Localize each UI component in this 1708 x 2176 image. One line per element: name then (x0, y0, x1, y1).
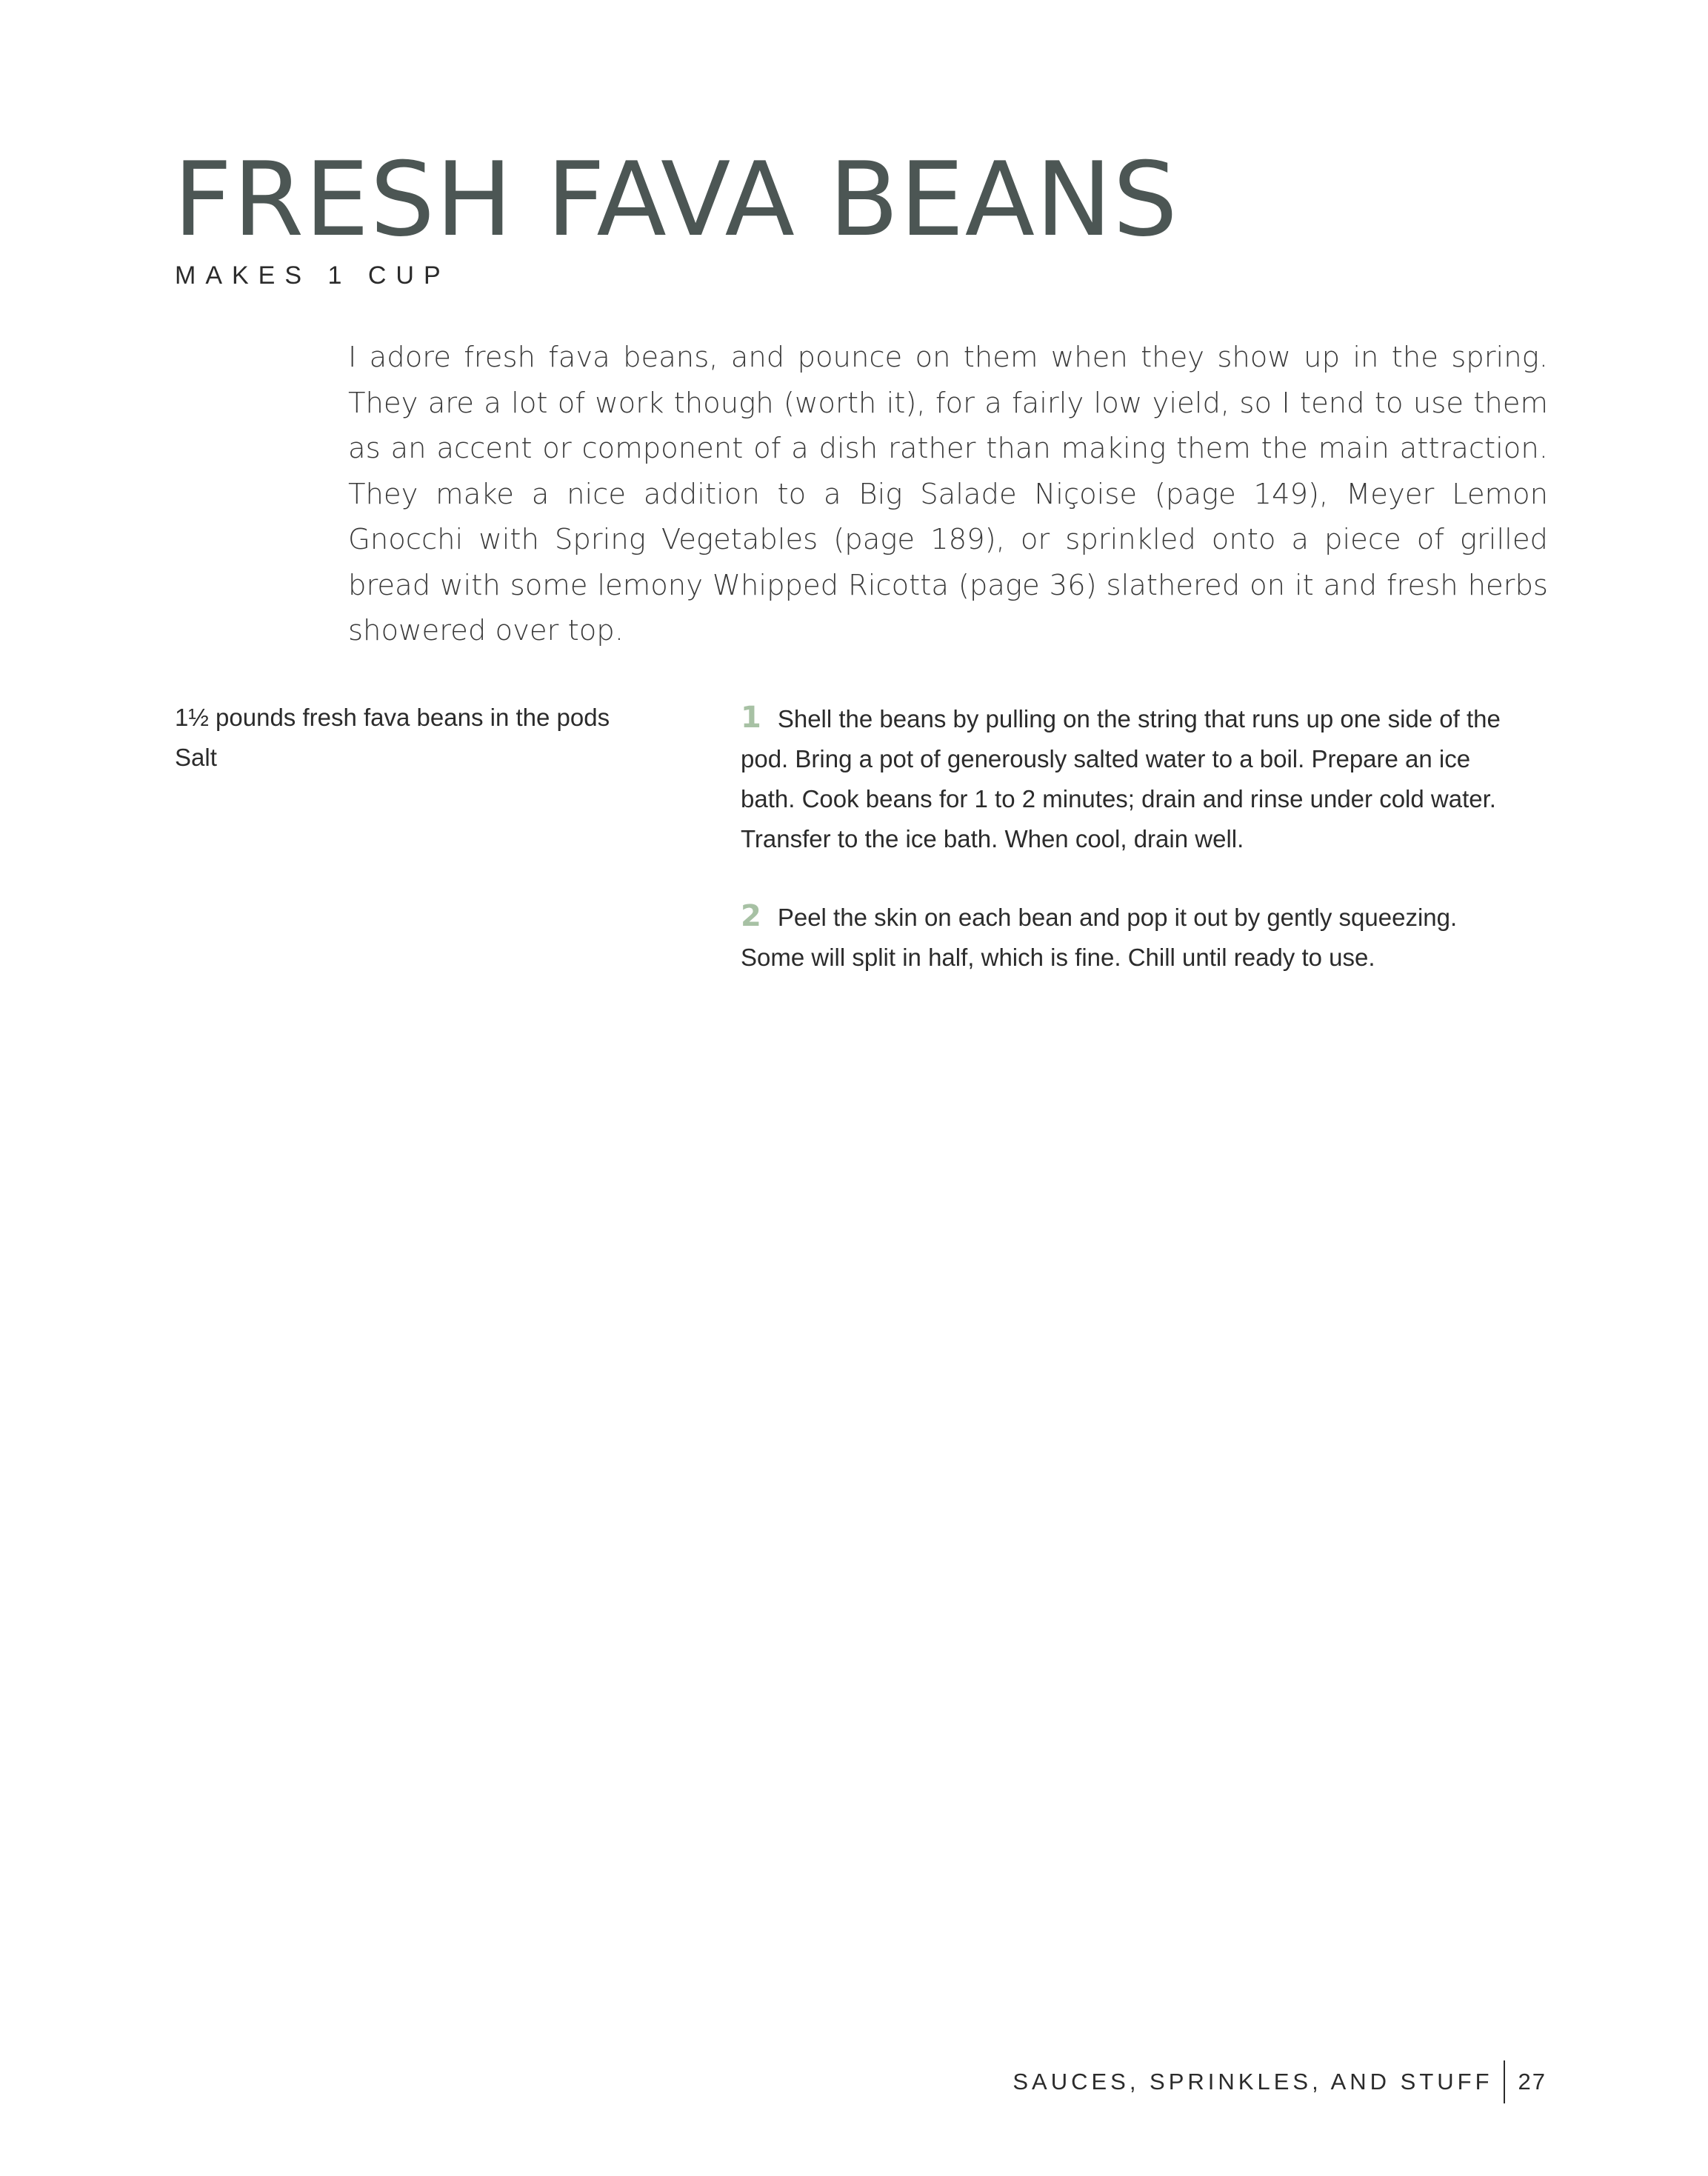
footer-divider (1504, 2060, 1505, 2103)
ingredient-item: 1½ pounds fresh fava beans in the pods (175, 704, 610, 731)
step-list (741, 698, 1526, 1015)
step-text: Peel the skin on each bean and pop it out by gently squeezing. Some will split in half, which is fine. Chill until ready to use. (741, 904, 1458, 971)
step-text: Shell the beans by pulling on the string that runs up one side of the pod. Bring a pot of generously salted water to a boil. Prepare an ice bath. Cook beans for 1 to 2 minutes; drain and rinse under cold water. Transfer to the ice bath. When cool, drain well. (741, 705, 1501, 852)
step-item (741, 698, 1526, 859)
recipe-intro: I adore fresh fava beans, and pounce on them when they show up in the spring. They are a lot of work though (worth it), for a fairly low yield, so I tend to use them as an accent or component of a dish rather than making them the main attraction. They make a nice addition to a Big Salade Niçoise (page 149), Meyer Lemon Gnocchi with Spring Vegetables (page 189), or sprinkled onto a piece of grilled bread with some lemony Whipped Ricotta (page 36) slathered on it and fresh herbs showered over top. (348, 341, 1548, 647)
footer-section-title: SAUCES, SPRINKLES, AND STUFF (1013, 2069, 1493, 2095)
page-footer (1013, 2060, 1547, 2103)
step-number: 2 (741, 899, 761, 933)
step-number: 1 (741, 701, 761, 735)
ingredient-list (175, 698, 708, 778)
step-item (741, 896, 1526, 978)
recipe-yield: MAKES 1 CUP (175, 261, 450, 290)
ingredient-item: Salt (175, 744, 217, 771)
recipe-title: FRESH FAVA BEANS (173, 140, 1178, 259)
page-number: 27 (1518, 2069, 1547, 2095)
